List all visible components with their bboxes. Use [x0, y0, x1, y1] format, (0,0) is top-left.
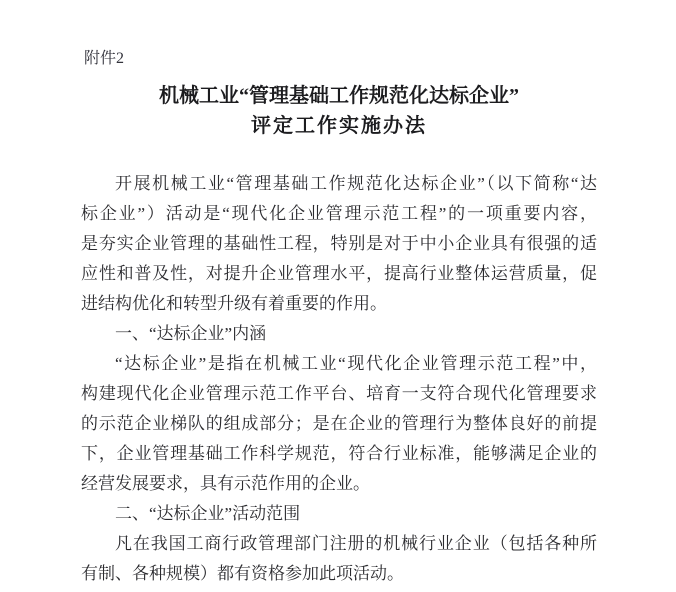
body-line: 标企业”）活动是“现代化企业管理示范工程”的一项重要内容，	[81, 204, 597, 223]
body-line: “达标企业”是指在机械工业“现代化企业管理示范工程”中，	[115, 354, 597, 373]
section-heading-1: 一、“达标企业”内涵	[115, 324, 267, 343]
section-heading-2: 二、“达标企业”活动范围	[115, 504, 301, 523]
body-line: 有制、各种规模）都有资格参加此项活动。	[81, 564, 404, 583]
body-line: 凡在我国工商行政管理部门注册的机械行业企业（包括各种所	[115, 534, 597, 553]
document-title-line2: 评定工作实施办法	[251, 115, 427, 137]
body-line: 经营发展要求，具有示范作用的企业。	[81, 474, 370, 493]
body-line: 是夯实企业管理的基础性工程，特别是对于中小企业具有很强的适	[81, 234, 597, 253]
document-body	[81, 169, 597, 589]
attachment-label: 附件2	[84, 50, 125, 67]
body-line: 开展机械工业“管理基础工作规范化达标企业”（以下简称“达	[115, 174, 597, 193]
body-line: 构建现代化企业管理示范工作平台、培育一支符合现代化管理要求	[81, 384, 597, 403]
document-title-line1: 机械工业“管理基础工作规范化达标企业”	[159, 85, 519, 107]
body-line: 下，企业管理基础工作科学规范，符合行业标准，能够满足企业的	[81, 444, 597, 463]
document-title	[81, 81, 597, 141]
body-line: 的示范企业梯队的组成部分；是在企业的管理行为整体良好的前提	[81, 414, 597, 433]
body-line: 进结构优化和转型升级有着重要的作用。	[81, 294, 387, 313]
body-line: 应性和普及性，对提升企业管理水平，提高行业整体运营质量，促	[81, 264, 597, 283]
